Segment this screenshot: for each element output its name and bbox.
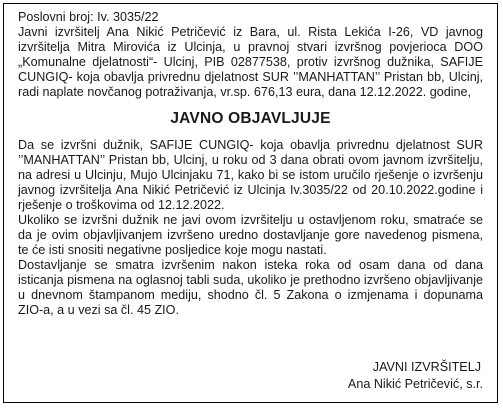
case-reference: Poslovni broj: Iv. 3035/22 <box>18 10 159 24</box>
body-paragraph-delivery: Dostavljanje se smatra izvršenim nakon isteka roka od osam dana od dana isticanja pismena na oglasnoj tabli suda, ukoliko je prethodno izvršeno objavljivanje u dnevnom štampanom mediju, shodno čl. 5 Zakona o izmjenama i dopunama ZIO-a, a u vezi sa čl. 45 ZIO. <box>18 258 483 317</box>
signature-title: JAVNI IZVRŠITELJ <box>372 360 481 374</box>
body-paragraph-summons: Da se izvršni dužnik, SAFIJE CUNGIQ- koja obavlja privrednu djelatnost SUR ’’MANHATTAN’’ Pristan bb, Ulcinj, u roku od 3 dana obrati ovom javnom izvršitelju, na adresi u Ulcinju, Mujo Ulcinjaku 71, kako bi se istom uručilo rješenje o izvršenju javnog izvršitelja Ana Nikić Petričević iz Ulcinja Iv.3035/22 od 20.10.2022.godine i rješenje o troškovima od 12.12.2022. <box>18 138 483 212</box>
notice-title: JAVNO OBJAVLJUJE <box>170 110 331 127</box>
body-paragraph-consequence: Ukoliko se izvršni dužnik ne javi ovom izvršitelju u ostavljenom roku, smatraće se da je ovim objavljivanjem izvršeno uredno dostavljanje gore navedenog pismena, te će isti snositi negativne posljedice koje mogu nastati. <box>18 213 483 257</box>
public-notice <box>3 3 498 403</box>
intro-paragraph: Javni izvršitelj Ana Nikić Petričević iz Bara, ul. Rista Lekića I-26, VD javnog izvršitelja Mitra Mirovića iz Ulcinja, u pravnoj stvari izvršnog povjerioca DOO „Komunalne djelatnosti“- Ulcinj, PIB 02877538, protiv izvršnog dužnika, SAFIJE CUNGIQ- koja obavlja privrednu djelatnost SUR ’’MANHATTAN’’ Pristan bb, Ulcinj, radi naplate novčanog potraživanja, vr.sp. 676,13 eura, dana 12.12.2022. godine, <box>18 25 483 99</box>
signature-block <box>348 359 483 393</box>
signature-name: Ana Nikić Petričević, s.r. <box>347 377 483 391</box>
